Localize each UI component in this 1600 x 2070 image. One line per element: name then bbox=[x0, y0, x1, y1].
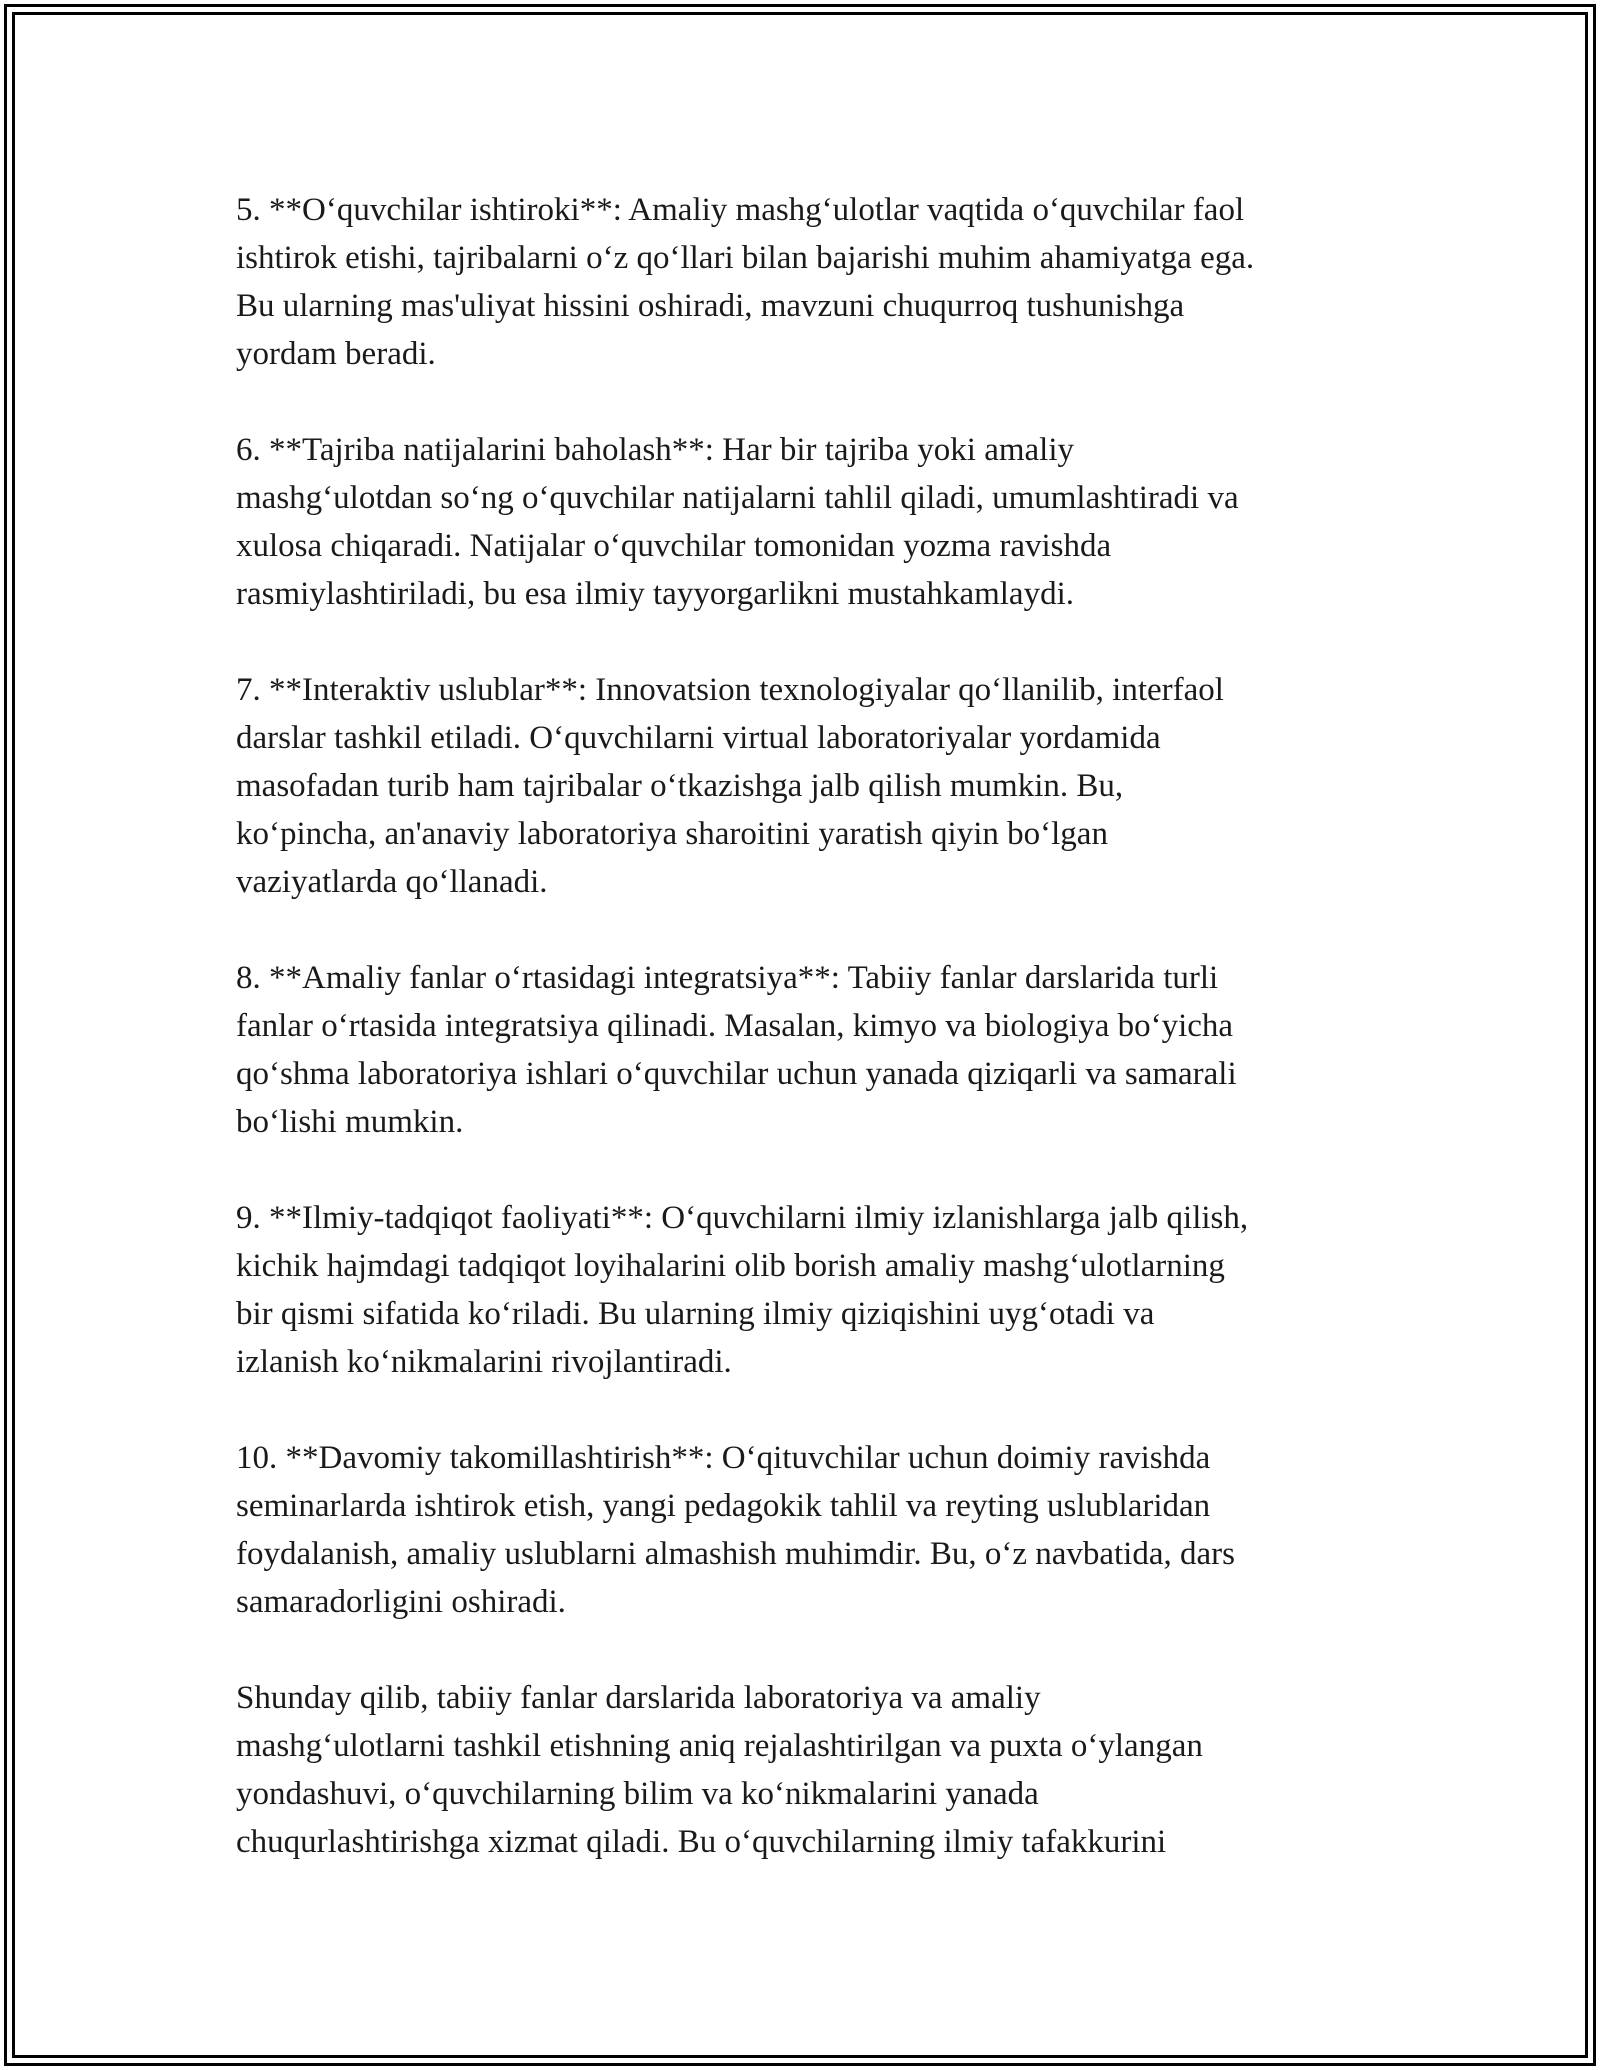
paragraph-item-6: 6. **Tajriba natijalarini baholash**: Har bir tajriba yoki amaliy mashg‘ulotdan so‘ng o‘quvchilar natijalarni tahlil qiladi, umumlashtiradi va xulosa chiqaradi. Natijalar o‘quvchilar tomonidan yozma ravishda rasmiylashtiriladi, bu esa ilmiy tayyorgarlikni mustahkamlaydi. bbox=[236, 432, 1239, 612]
document-body bbox=[236, 186, 1396, 1866]
paragraph-item-5: 5. **O‘quvchilar ishtiroki**: Amaliy mashg‘ulotlar vaqtida o‘quvchilar faol ishtirok etishi, tajribalarni o‘z qo‘llari bilan bajarishi muhim ahamiyatga ega. Bu ularning mas'uliyat hissini oshiradi, mavzuni chuqurroq tushunishga yordam beradi. bbox=[236, 192, 1255, 372]
paragraph-item-10: 10. **Davomiy takomillashtirish**: O‘qituvchilar uchun doimiy ravishda seminarlarda ishtirok etish, yangi pedagokik tahlil va reyting uslublaridan foydalanish, amaliy uslublarni almashish muhimdir. Bu, o‘z navbatida, dars samaradorligini oshiradi. bbox=[236, 1440, 1235, 1620]
paragraph-conclusion: Shunday qilib, tabiiy fanlar darslarida laboratoriya va amaliy mashg‘ulotlarni tashkil etishning aniq rejalashtirilgan va puxta o‘ylangan yondashuvi, o‘quvchilarning bilim va ko‘nikmalarini yanada chuqurlashtirishga xizmat qiladi. Bu o‘quvchilarning ilmiy tafakkurini bbox=[236, 1680, 1203, 1860]
paragraph-item-7: 7. **Interaktiv uslublar**: Innovatsion texnologiyalar qo‘llanilib, interfaol darslar tashkil etiladi. O‘quvchilarni virtual laboratoriyalar yordamida masofadan turib ham tajribalar o‘tkazishga jalb qilish mumkin. Bu, ko‘pincha, an'anaviy laboratoriya sharoitini yaratish qiyin bo‘lgan vaziyatlarda qo‘llanadi. bbox=[236, 672, 1224, 900]
paragraph-item-8: 8. **Amaliy fanlar o‘rtasidagi integratsiya**: Tabiiy fanlar darslarida turli fanlar o‘rtasida integratsiya qilinadi. Masalan, kimyo va biologiya bo‘yicha qo‘shma laboratoriya ishlari o‘quvchilar uchun yanada qiziqarli va samarali bo‘lishi mumkin. bbox=[236, 960, 1237, 1140]
paragraph-item-9: 9. **Ilmiy-tadqiqot faoliyati**: O‘quvchilarni ilmiy izlanishlarga jalb qilish, kichik hajmdagi tadqiqot loyihalarini olib borish amaliy mashg‘ulotlarning bir qismi sifatida ko‘riladi. Bu ularning ilmiy qiziqishini uyg‘otadi va izlanish ko‘nikmalarini rivojlantiradi. bbox=[236, 1200, 1249, 1380]
